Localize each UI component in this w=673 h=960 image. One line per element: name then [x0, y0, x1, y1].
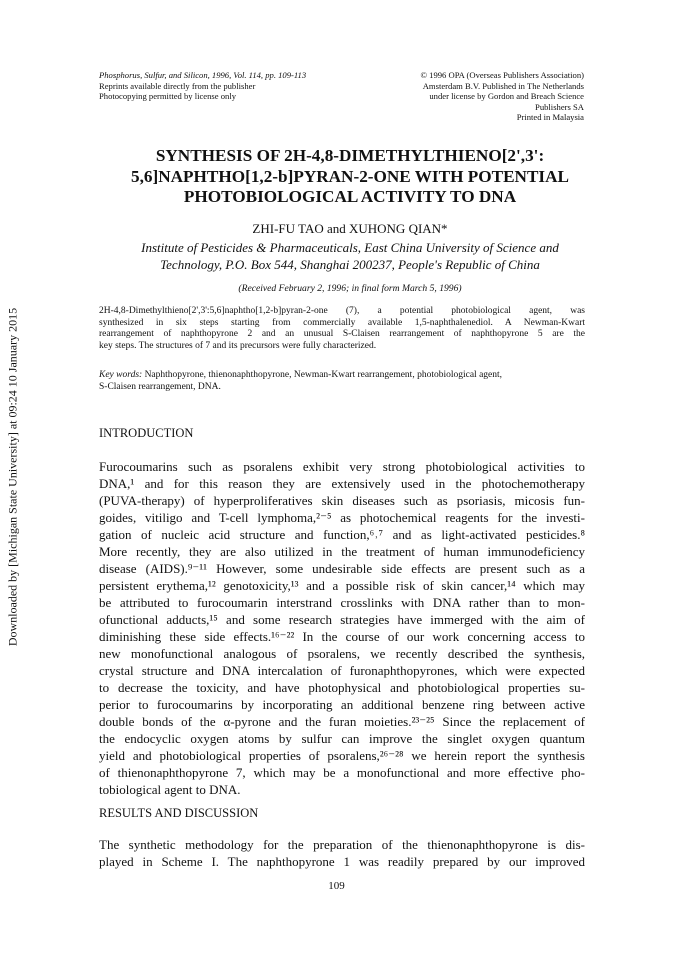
copyright-line: Publishers SA: [535, 101, 584, 112]
abstract-line: rearrangement of naphthopyrone 2 and an unusual S-Claisen rearrangement of naphthopyrone 5 are the: [99, 329, 585, 340]
section-heading-introduction: INTRODUCTION: [99, 426, 194, 440]
text-line: ofunctional adducts,¹⁵ and some research strategies have immerged with the aim of: [99, 612, 585, 627]
text-line: diminishing these side effects.¹⁶⁻²² In the course of our work concerning access to: [99, 629, 585, 644]
text-line: disease (AIDS).⁹⁻¹¹ However, some undesirable side effects are present such as a: [99, 561, 585, 576]
text-line: More recently, they are also utilized in the treatment of human immunodeficiency: [99, 544, 585, 559]
text-line: of thienonaphthopyrone 7, which may be a monofunctional and more effective pho-: [99, 765, 585, 780]
abstract-line: synthesized in six steps starting from commercially available 1,5-naphthalenediol. A Newman-Kwart: [99, 317, 585, 328]
text-line: (PUVA-therapy) of hyperproliferatives skin diseases such as psoriasis, micosis fun-: [99, 493, 585, 508]
paper-title: [70, 146, 630, 208]
text-line: tobiological agent to DNA.: [99, 782, 241, 797]
section-heading-results: RESULTS AND DISCUSSION: [99, 806, 259, 820]
text-line: double bonds of the α-pyrone and the furan moieties.²³⁻²⁵ Since the replacement of: [99, 714, 585, 729]
received-date: (Received February 2, 1996; in final form March 5, 1996): [238, 283, 462, 294]
results-body: [99, 836, 585, 870]
text-line: persistent erythema,¹² genotoxicity,¹³ and a possible risk of skin cancer,¹⁴ which may: [99, 578, 585, 593]
text-line: be attributed to furocoumarin interstrand crosslinks with DNA rather than to mon-: [99, 595, 585, 610]
copyright-line: Amsterdam B.V. Published in The Netherlands: [422, 80, 584, 91]
affiliation: [70, 239, 630, 273]
affiliation-line: Institute of Pesticides & Pharmaceuticals, East China University of Science and: [141, 240, 559, 255]
text-line: The synthetic methodology for the preparation of the thienonaphthopyrone is dis-: [99, 837, 585, 852]
text-line: gation of nucleic acid structure and function,⁶˒⁷ and as light-activated pesticides.⁸: [99, 527, 585, 542]
text-line: crystal structure and DNA intercalation of furonaphthopyrones, which were expected: [99, 663, 585, 678]
copyright-line: Printed in Malaysia: [516, 112, 584, 123]
abstract-line: 2H-4,8-Dimethylthieno[2',3':5,6]naphtho[1,2-b]pyran-2-one (7), a potential photobiological agent, was: [99, 306, 585, 316]
citation-line: Phosphorus, Sulfur, and Silicon, 1996, Vol. 114, pp. 109-113: [99, 70, 307, 80]
title-line: SYNTHESIS OF 2H-4,8-DIMETHYLTHIENO[2',3':: [155, 146, 545, 165]
title-line: PHOTOBIOLOGICAL ACTIVITY TO DNA: [183, 187, 517, 206]
journal-citation: [99, 70, 369, 102]
text-line: yield and photobiological properties of psoralens,²⁶⁻²⁸ we herein report the synthesis: [99, 748, 585, 763]
page-number: 109: [328, 880, 345, 892]
text-line: perior to furocoumarins by incorporating an additional benzene ring between active: [99, 697, 585, 712]
copyright-line: © 1996 OPA (Overseas Publishers Association): [420, 70, 584, 80]
text-line: the endocyclic oxygen atoms by sulfur can improve the singlet oxygen quantum: [99, 731, 585, 746]
text-line: played in Scheme I. The naphthopyrone 1 was readily prepared by our improved: [99, 854, 585, 869]
copyright-notice: [372, 70, 584, 123]
authors: ZHI-FU TAO and XUHONG QIAN*: [252, 221, 448, 236]
text-line: DNA,¹ and for this reason they are extensively used in the photochemotherapy: [99, 476, 585, 491]
title-line: 5,6]NAPHTHO[1,2-b]PYRAN-2-ONE WITH POTENTIAL: [131, 166, 569, 186]
text-line: goides, vitiligo and T-cell lymphoma,²⁻⁵ as photochemical reagents for the investi-: [99, 510, 585, 525]
copyright-line: under license by Gordon and Breach Science: [429, 91, 584, 102]
download-watermark: [0, 0, 26, 960]
text-line: new monofunctional analogous of psoralens, we recently described the synthesis,: [99, 646, 585, 661]
introduction-body: [99, 458, 585, 798]
text-line: Furocoumarins such as psoralens exhibit very strong photobiological activities to: [99, 459, 585, 474]
citation-line: Reprints available directly from the publisher: [99, 80, 256, 91]
citation-line: Photocopying permitted by license only: [99, 91, 237, 102]
text-line: to decrease the toxicity, and have photophysical and photobiological properties su-: [99, 680, 585, 695]
keywords: [99, 370, 585, 393]
keywords-text: Naphthopyrone, thienonaphthopyrone, Newman-Kwart rearrangement, photobiological agent,: [142, 370, 503, 380]
keywords-line: S-Claisen rearrangement, DNA.: [99, 381, 221, 392]
abstract-line: key steps. The structures of 7 and its precursors were fully characterized.: [99, 340, 377, 351]
affiliation-line: Technology, P.O. Box 544, Shanghai 200237, People's Republic of China: [160, 257, 540, 272]
download-note: Downloaded by [Michigan State University] at 09:24 10 January 2015: [5, 307, 20, 647]
abstract: [99, 306, 585, 352]
keywords-label: Key words:: [99, 370, 143, 380]
keywords-line: [99, 370, 585, 382]
